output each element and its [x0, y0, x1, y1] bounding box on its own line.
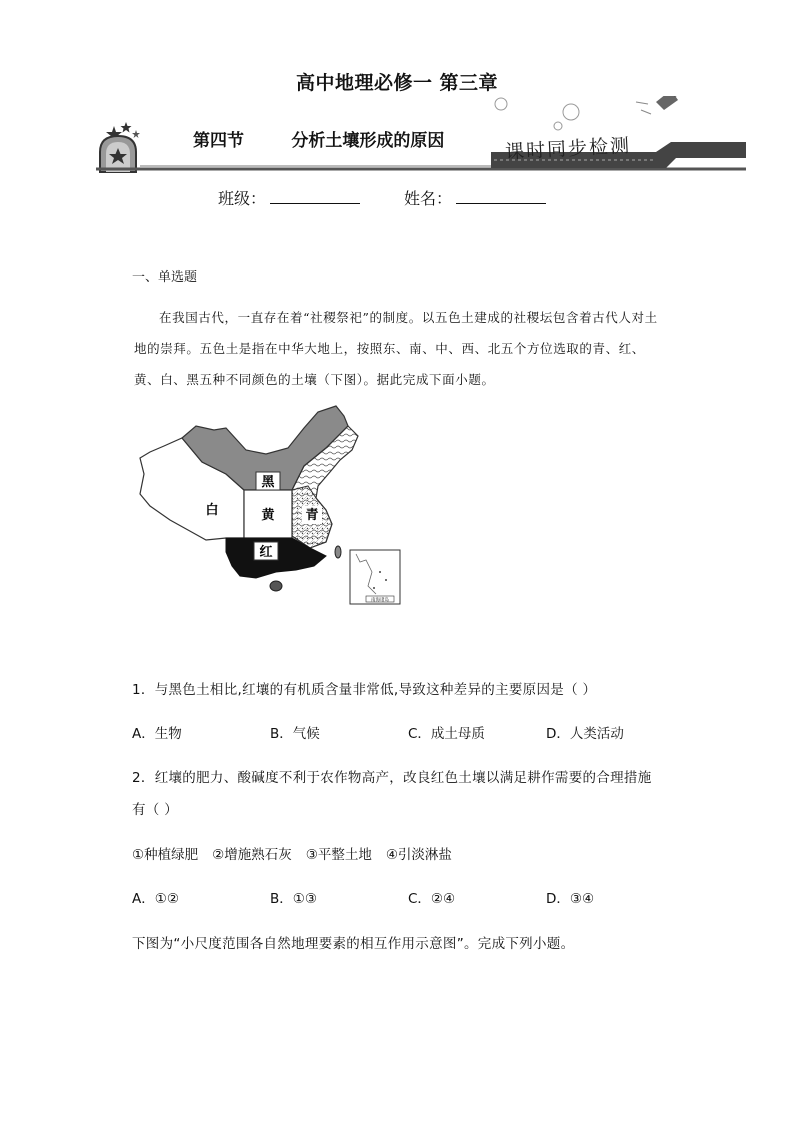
- q1-option-b[interactable]: B．气候: [270, 726, 320, 742]
- question-1-options: [132, 722, 692, 742]
- class-label: 班级：: [218, 189, 267, 208]
- q2-option-b[interactable]: B．①③: [270, 891, 317, 907]
- q1-option-a[interactable]: A．生物: [132, 726, 182, 742]
- question-1-text: 1．与黑色土相比,红壤的有机质含量非常低,导致这种差异的主要原因是（ ）: [132, 682, 597, 698]
- name-label: 姓名：: [404, 189, 453, 208]
- label-white: 白: [205, 503, 219, 518]
- next-figure-intro: 下图为“小尺度范围各自然地理要素的相互作用示意图”。完成下列小题。: [132, 936, 575, 952]
- q2-option-c[interactable]: C．②④: [408, 891, 456, 907]
- five-color-soil-map: [136, 402, 404, 614]
- measure-1: ①种植绿肥: [132, 847, 199, 863]
- measure-4: ④引淡淋盐: [385, 847, 452, 863]
- q1-option-d[interactable]: D．人类活动: [546, 726, 624, 742]
- student-info-row: [218, 186, 546, 209]
- class-blank[interactable]: [270, 189, 360, 204]
- label-cyan: 青: [305, 508, 319, 523]
- desk-lamp-icon: [636, 96, 701, 114]
- section-title: 第四节 分析土壤形成的原因: [193, 131, 445, 151]
- part-heading: 一、单选题: [132, 270, 198, 285]
- question-2-options: [132, 887, 692, 907]
- label-red: 红: [259, 545, 273, 560]
- question-2-text-line1: 2．红壤的肥力、酸碱度不利于农作物高产，改良红色土壤以满足耕作需要的合理措施: [132, 770, 652, 786]
- measure-3: ③平整土地: [305, 847, 372, 863]
- label-yellow: 黄: [261, 508, 275, 523]
- question-2-text-line2: 有（ ）: [132, 802, 178, 818]
- document-title: 高中地理必修一 第三章: [295, 72, 499, 94]
- name-blank[interactable]: [456, 189, 546, 204]
- banner-label: 课时同步检测: [504, 134, 632, 164]
- q2-option-a[interactable]: A．①②: [132, 891, 179, 907]
- q1-option-c[interactable]: C．成土母质: [408, 726, 485, 742]
- q2-option-d[interactable]: D．③④: [546, 891, 595, 907]
- label-black: 黑: [261, 475, 275, 490]
- measure-2: ②增施熟石灰: [212, 847, 292, 863]
- intro-paragraph: 在我国古代，一直存在着“社稷祭祀”的制度。以五色土建成的社稷坛包含着古代人对土地的崇拜。五色土是指在中华大地上，按照东、南、中、西、北五个方位选取的青、红、黄、白、黑五种不同颜色的土壤（下图）。据此完成下面小题。: [134, 310, 658, 387]
- inset-caption: 南海诸岛: [371, 598, 389, 603]
- star-badge-icon: [100, 122, 140, 172]
- question-2-measures: [132, 843, 466, 863]
